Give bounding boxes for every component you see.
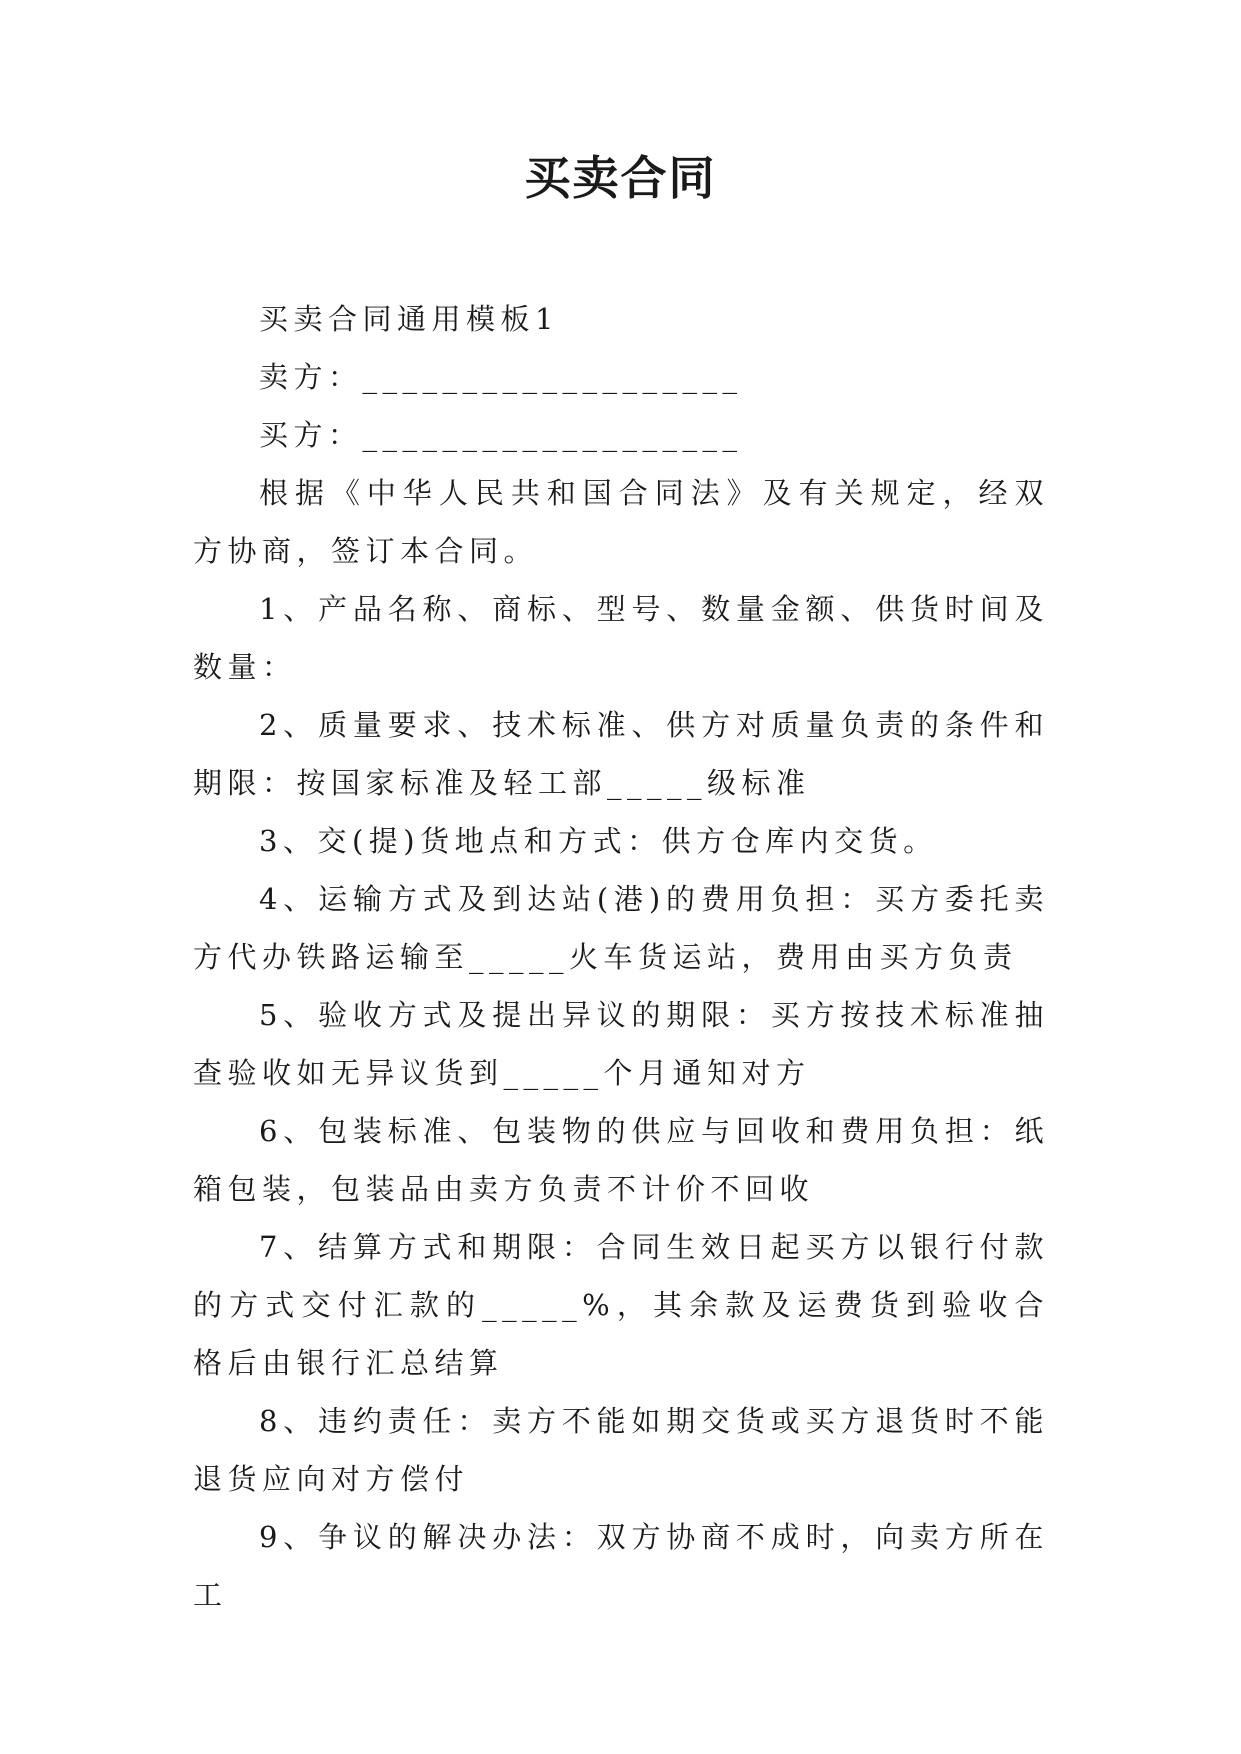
paragraph-preamble: 根据《中华人民共和国合同法》及有关规定，经双方协商，签订本合同。 — [193, 476, 1049, 568]
paragraph-seller: 卖方：___________________ — [259, 360, 743, 394]
paragraph-clause-3: 3、交(提)货地点和方式：供方仓库内交货。 — [259, 824, 938, 858]
paragraph-template-name: 买卖合同通用模板1 — [259, 302, 559, 336]
paragraph-clause-4: 4、运输方式及到达站(港)的费用负担：买方委托卖方代办铁路运输至_____火车货运站，费用由买方负责 — [193, 882, 1049, 974]
paragraph-buyer: 买方：___________________ — [259, 418, 743, 452]
paragraph-clause-7: 7、结算方式和期限：合同生效日起买方以银行付款的方式交付汇款的_____%，其余款及运费货到验收合格后由银行汇总结算 — [193, 1230, 1049, 1380]
document-body — [193, 290, 1049, 1624]
document-title: 买卖合同 — [524, 151, 717, 205]
paragraph-clause-1: 1、产品名称、商标、型号、数量金额、供货时间及数量： — [193, 592, 1049, 684]
paragraph-clause-2: 2、质量要求、技术标准、供方对质量负责的条件和期限：按国家标准及轻工部_____级标准 — [193, 708, 1049, 800]
paragraph-clause-6: 6、包装标准、包装物的供应与回收和费用负担：纸箱包装，包装品由卖方负责不计价不回收 — [193, 1114, 1049, 1206]
paragraph-clause-8: 8、违约责任：卖方不能如期交货或买方退货时不能退货应向对方偿付 — [193, 1404, 1049, 1496]
paragraph-clause-9: 9、争议的解决办法：双方协商不成时，向卖方所在工 — [193, 1520, 1049, 1612]
paragraph-clause-5: 5、验收方式及提出异议的期限：买方按技术标准抽查验收如无异议货到_____个月通知对方 — [193, 998, 1049, 1090]
